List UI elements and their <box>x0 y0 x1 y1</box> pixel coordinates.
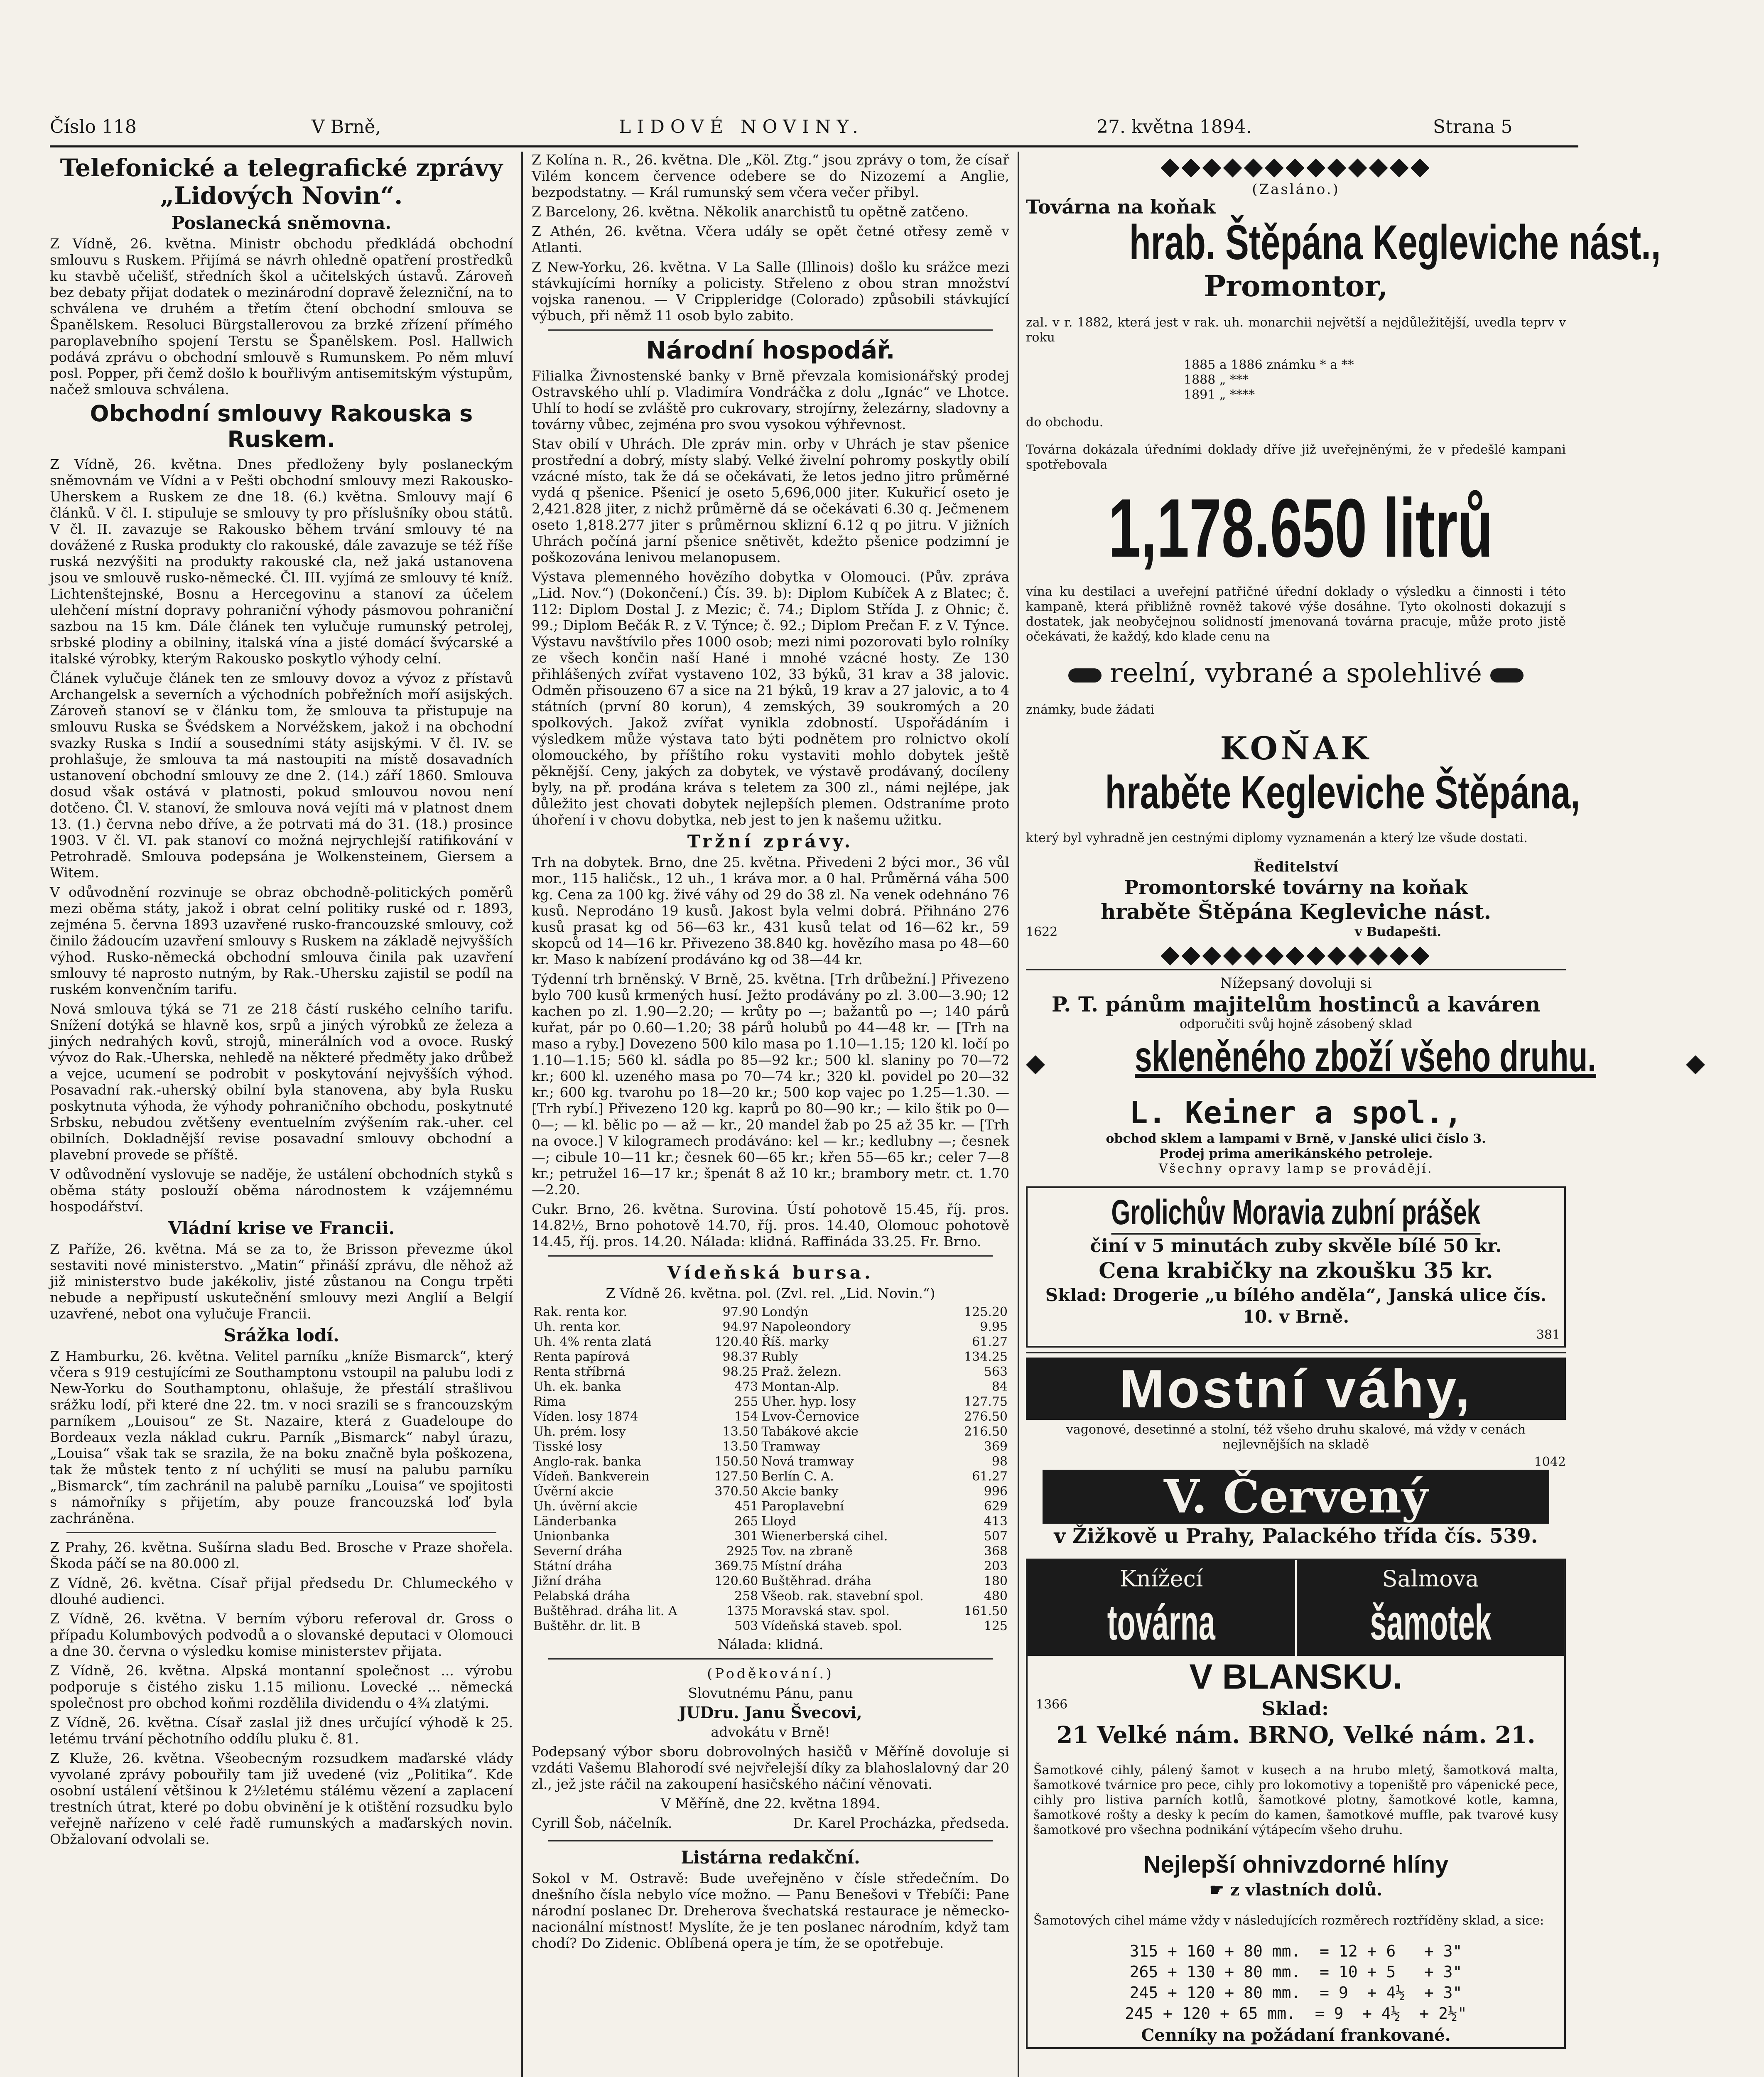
rate-label: Nová tramway <box>761 1454 854 1469</box>
article-paragraph: Z Paříže, 26. května. Má se za to, že Brisson převezme úkol sestaviti nové ministerstvo. „Matin“ přináší zprávu, dle něhož až již ministerstvo bude jakékoliv, jisté zůstanou na Congu trpěti nebude a nepřipustí uskutečnění smlouvy mezi Anglií a Belgií uzavřené, nebot ona vylučuje Francii. <box>50 1240 513 1322</box>
heading-smlouvy: Obchodní smlouvy Rakouska s Ruskem. <box>90 400 473 453</box>
ad-glass-company: L. Keiner a spol., <box>1129 1095 1462 1131</box>
diamond-icon: ◆ <box>1686 1048 1705 1078</box>
rate-label: Napoleondory <box>761 1319 851 1334</box>
rate-value: 180 <box>984 1574 1008 1588</box>
ad-konak-litres: 1,178.650 litrů <box>1108 482 1493 574</box>
rate-label: Lvov-Černovice <box>761 1409 859 1424</box>
ad-konak-text: vína ku destilaci a uveřejní patřičné úřední doklady o výsledku a činnosti i této kampaně, která přibližně rovněž takové výše dosáhne. Tyto okolnosti dokazují s dostatek, jak neobyčejnou solidností jmenovaná továrna pracuje, může proto jistě očekávati, že každý, kdo klade cenu na <box>1026 584 1566 644</box>
rate-label: Jižní dráha <box>533 1574 602 1588</box>
separator <box>548 1255 993 1257</box>
news-brief: Z Vídně, 26. května. Alpská montanní společnost ... výrobu podporuje s čistého zisku 1.15 milionu. Lovecké ... německá společnost pro obchod koňmi rozdělila dividendu o 4¾ zlatými. <box>50 1662 513 1711</box>
rate-label: Uh. prém. losy <box>533 1424 626 1439</box>
rate-row <box>532 1559 1009 1574</box>
rate-row <box>532 1514 1009 1529</box>
rate-row <box>532 1499 1009 1514</box>
ad-konak-text: zal. v r. 1882, která jest v rak. uh. monarchii největší a nejdůležitější, uvedla teprv v roku <box>1026 315 1566 345</box>
rate-value: 120.40 <box>714 1334 758 1349</box>
rate-value: 996 <box>984 1484 1008 1499</box>
rate-label: Místní dráha <box>761 1559 843 1574</box>
rate-value: 134.25 <box>964 1349 1008 1364</box>
rate-value: 451 <box>734 1499 758 1514</box>
rate-row <box>532 1350 1009 1365</box>
rate-label: Renta stříbrná <box>533 1364 626 1379</box>
rate-value: 480 <box>984 1588 1008 1603</box>
rate-value: 258 <box>734 1588 758 1603</box>
rate-label: Tabákové akcie <box>761 1424 859 1439</box>
rate-label: Uh. renta kor. <box>533 1319 621 1334</box>
ad-konak-years <box>1026 358 1566 403</box>
rate-value: 265 <box>734 1514 758 1529</box>
rate-value: 13.50 <box>722 1424 758 1439</box>
ad-scales-text: vagonové, desetinné a stolní, též všeho druhu skalové, má vždy v cenách nejlevnějších na skladě <box>1066 1422 1526 1452</box>
article-paragraph: Výstava plemenného hovězího dobytka v Olomouci. (Pův. zpráva „Lid. Nov.“) (Dokončení.) Čís. 39. b): Diplom Kubíček A z Blatec; č. 112: Diplom Dostal J. z Mezic; č. 74.; Diplom Střída J. z Ohnic; č. 99.; Diplom Bečák R. z V. Týnce; č. 92.; Diplom Prečan F. z V. Týnce. Výstavu navštívilo přes 1000 osob; mezi nimi pozorovati bylo rolníky ze všech končin naší Hané i mnohé vzácné hosty. Ze 130 přihlášených zvířat vystaveno 102, 33 býků, 31 krav a 38 jalovic. Odměn přisouzeno 67 a sice na 21 býků, 19 krav a 27 jalovic, a to 4 státních (první 80 korun), 4 zemských, 39 soukromých a 20 spolkových. Jakož zvířat vynikla zdobností. Uspořádáním i výsledkem může výstava tato býti podnětem pro rolnictvo okolí olomouckého, by příštího roku vystaviti mohlo dobytek ještě pěknější. Ceny, jakých za dobytek, ve výstavě prodávaný, docíleny byly, na př. prodána kráva s teletem za 300 zl., námi nejlépe, jak důležito jest chovati dobytek nejlepších plemen. Odstraníme proto úhoření i v chovu dobytka, neb jest to jen k našemu užitku. <box>532 568 1009 828</box>
news-brief: Z Kluže, 26. května. Všeobecným rozsudkem maďarské vlády vyvolané zprávy pobouřily tam již uvedené (viz „Politika“. Kde osobní ustálení většinou k 2½letému stálému vězení a zaplacení trestních útrat, které po dobu obvinění je k otištění rozsudku bylo veřejně nařízeno v celé řadě rumunských a maďarských novin. Obžalovaní odvolali se. <box>50 1750 513 1847</box>
article-paragraph: V odůvodnění vyslovuje se naděje, že ustálení obchodních styků s oběma státy poslouží oběma národnostem k vzájemnému hospodářství. <box>50 1166 513 1215</box>
rate-value: 369.75 <box>714 1559 758 1574</box>
rate-value: 629 <box>984 1499 1008 1514</box>
column-3-ads <box>1026 152 1705 2077</box>
news-brief: Z Vídně, 26. května. Císař zaslal již dnes určující výhodě k 25. letému trvání pěchotního oddílu pluku č. 81. <box>50 1714 513 1747</box>
rate-value: 98.25 <box>722 1364 758 1379</box>
rate-row <box>532 1454 1009 1469</box>
news-brief: Z Kolína n. R., 26. května. Dle „Köl. Ztg.“ jsou zprávy o tom, že císař Vilém koncem července odebere se do Nizozemí a Anglie, bezpodstatny. — Král rumunský sem včera večer přibyl. <box>532 152 1009 200</box>
rate-value: 94.97 <box>722 1319 758 1334</box>
ad-samotky-cennik: Cenníky na požádaní frankované. <box>1141 2025 1451 2045</box>
rate-label: Buštěhrad. dráha lit. A <box>533 1603 677 1618</box>
rate-value: 2925 <box>726 1544 758 1559</box>
ad-samotky-hliny: Nejlepší ohnivzdorné hlíny <box>1143 1851 1449 1878</box>
article-paragraph: Sokol v M. Ostravě: Bude uveřejněno v čísle středečním. Do dnešního čísla nebylo více možno. — Panu Benešovi v Třebíči: Pane národní poslanec Dr. Dreherova švechatská restaurace je německo-nacionální místnost! Myslíte, že je ten poslanec národním, když tam chodí? Do Zidenic. Oblíbená opera je tím, že se opotřebuje. <box>532 1870 1009 1951</box>
rate-label: Pelabská dráha <box>533 1588 630 1603</box>
ad-konak-text: Továrna dokázala úředními doklady dříve již uveřejněnými, že v předešlé kampani spotřebovala <box>1026 442 1566 472</box>
bursa-mood: Nálada: klidná. <box>717 1636 824 1652</box>
rate-label: Berlín C. A. <box>761 1469 834 1484</box>
ad-glass-pt: P. T. pánům majitelům hostinců a kaváren <box>1051 992 1541 1016</box>
rate-row <box>532 1305 1009 1320</box>
rate-label: Akcie banky <box>761 1484 839 1499</box>
rate-value: 150.50 <box>714 1454 758 1469</box>
heading-poslanecka: Poslanecká sněmovna. <box>171 213 392 233</box>
news-brief: Z Vídně, 26. května. Císař přijal předsedu Dr. Chlumeckého v dlouhé audienci. <box>50 1574 513 1607</box>
rate-label: Rubly <box>761 1349 798 1364</box>
rate-label: Praž. železn. <box>761 1364 842 1379</box>
issue-number: Číslo 118 <box>50 116 137 137</box>
ad-samotky <box>1026 1559 1566 2049</box>
thanks-text: Slovutnému Pánu, panu <box>688 1684 853 1701</box>
rate-value: 216.50 <box>964 1424 1008 1439</box>
rate-value: 127.50 <box>714 1469 758 1484</box>
news-brief: Z Prahy, 26. května. Sušírna sladu Bed. Brosche v Praze shořela. Škoda páčí se na 80.000 zl. <box>50 1539 513 1571</box>
rate-label: Lloyd <box>761 1514 797 1529</box>
rate-value: 84 <box>991 1379 1008 1394</box>
ad-toothpowder-text: činí v 5 minutách zuby skvěle bílé 50 kr. <box>1090 1235 1502 1257</box>
rate-value: 368 <box>984 1544 1008 1559</box>
column-rule-2 <box>1018 152 1019 2077</box>
ad-toothpowder-number: 381 <box>1536 1328 1560 1342</box>
ad-konak-promontor: Promontorské továrny na koňak <box>1124 876 1468 899</box>
ad-samotky-l2: továrna <box>1107 1595 1216 1650</box>
news-brief: Z New-Yorku, 26. května. V La Salle (Illinois) došlo ku srážce mezi stávkujícími horníky a policisty. Střeleno z obou stran množství vojska ranenou. — V Crippleridge (Colorado) způsobili stávkující výbuch, při němž 11 osob bylo zabito. <box>532 259 1009 324</box>
rate-label: Tisské losy <box>533 1439 602 1454</box>
ad-glass <box>1026 969 1705 1182</box>
ad-glass-text: obchod sklem a lampami v Brně, v Janské ulici číslo 3. <box>1106 1132 1486 1146</box>
rate-value: 301 <box>734 1529 758 1544</box>
diamond-border: ◆◆◆◆◆◆◆◆◆◆◆◆◆ <box>1160 152 1431 181</box>
ad-toothpowder <box>1026 1186 1566 1348</box>
rate-label: Úvěrní akcie <box>533 1484 613 1499</box>
article-paragraph: Stav obilí v Uhrách. Dle zpráv min. orby v Uhrách je stav pšenice prostřední a dobrý, místy slabý. Velké živelní pohromy poskytly obilí vzácné místo, tak že dá se očekávati, že letos jedno jitro průměrné vydá q pšenice. Pšenicí je oseto 5,696,000 jiter. Kukuřicí oseto je 2,421.828 jiter, z nichž průměrně dá se očekávati 6.30 q. Ječmenem oseto 1,818.277 jiter s průměrnou sklizní 6.12 q po jitru. V jižních Uhrách počíná jarní pšenice snětivět, kdežto pšenice podzimní je poškozována lenivou melanopusem. <box>532 435 1009 565</box>
zaslano: (Zasláno.) <box>1252 181 1340 198</box>
rate-value: 255 <box>734 1394 758 1409</box>
ad-konak-title-wrap <box>1026 215 1661 270</box>
ad-samotky-r2: šamotek <box>1369 1595 1492 1650</box>
rate-row <box>532 1544 1009 1559</box>
ad-samotky-banner <box>1028 1560 1564 1656</box>
ad-samotky-dolu: z vlastních dolů. <box>1230 1880 1383 1900</box>
ad-litres-wrap <box>1026 482 1566 574</box>
rate-label: Londýn <box>761 1304 809 1319</box>
rate-label: Moravská stav. spol. <box>761 1603 890 1618</box>
rate-label: Rima <box>533 1394 566 1409</box>
ad-konak-text: do obchodu. <box>1026 415 1104 430</box>
ad-toothpowder-price: Cena krabičky na zkoušku 35 kr. <box>1099 1258 1493 1284</box>
separator <box>548 1658 993 1660</box>
heading-hospodar: Národní hospodář. <box>646 336 895 364</box>
ad-glass-text: odporučiti svůj hojně zásobený sklad <box>1180 1017 1412 1031</box>
bursa-head: Z Vídně 26. května. pol. (Zvl. rel. „Lid. Novin.“) <box>606 1285 935 1301</box>
ad-konak-place: Promontor, <box>1204 269 1388 303</box>
ad-samotky-l1: Knížecí <box>1119 1566 1203 1592</box>
ad-samotky-right <box>1295 1560 1564 1656</box>
article-paragraph: Z Hamburku, 26. května. Velitel parníku „kníže Bismarck“, který včera s 919 cestujícími ze Southamptonu vstoupil na palubu lodi z New-Yorku do Southamptonu, ohlašuje, že přestálí strašlivou srážku lodí, při které dne 22. tm. v noci srazili se s francouzským parníkem „Louisou“ ze St. Nazaire, která z Guadeloupe do Bordeaux vezla náklad cukru. Parník „Bismarck“ nabyl úrazu, „Louisa“ však tak se srazila, že na boku značně byla poškozena, tak že můstek tento z ní uchýliti se musí na palubu parníku „Bismarck“, tím zachránil na palubě parníku „Louisa“ ve spojitosti s námořníky s přijetím, aby pouze francouzská loď byla zachráněna. <box>50 1348 513 1526</box>
ad-samotky-number: 1366 <box>1036 1697 1068 1712</box>
ad-samotky-row <box>1028 1697 1564 1720</box>
rate-row <box>532 1394 1009 1409</box>
rate-value: 120.60 <box>714 1574 758 1588</box>
thanks-heading: (Poděkování.) <box>707 1665 834 1682</box>
ad-glass-text: Nížepsaný dovoluji si <box>1220 975 1372 992</box>
article-paragraph: Z Vídně, 26. května. Ministr obchodu předkládá obchodní smlouvu s Ruskem. Přijímá se návrh ohledně opatření prostředků ku stavbě učelišť, středních škol a učitelských ústavů. Zároveň bez debaty přijat dodatek o mezinárodní dopravě železniční, na to schválena ve druhém a třetím čtení obchodní smlouva se Španělskem. Resoluci Bürgstallerovou za brzké zřízení přímého paroplavebního spojení Terstu se Španělskem. Posl. Hallwich podává zprávu o obchodní smlouvě s Rumunskem. Po něm mluví posl. Popper, při čemž došlo k bouřlivým antisemitským výstupům, načež smlouva schválena. <box>50 236 513 398</box>
ad-konak-year-2: 1888 „ *** <box>1184 373 1249 387</box>
column-rule-1 <box>521 152 523 2077</box>
article-paragraph: Z Vídně, 26. května. Dnes předloženy byly poslaneckým sněmovnám ve Vídni a v Pešti obchodní smlouvy mezi Rakousko-Uherskem a Ruskem ze dne 18. (6.) května. Smlouvy mají 6 článků. V čl. I. stipuluje se smlouvy ty pro příslušníky obou států. V čl. II. zavazuje se Rakousko během trvání smlouvy té na dovážené z Ruska produkty clo rakouské, dále zavazuje se též říše ruská nezvýšiti na produkty rakouské cla, než jaká ustanovena jsou ve smlouvě rusko-německé. Čl. III. vyjímá ze smlouvy té kníž. Lichtenštejnské, Bosnu a Hercegovinu a stanoví za účelem ulehčení místní dopravy pohraniční výhody pásmovou pohraniční sazbou na 15 km. Dále článek ten vylučuje rumunský petrolej, srbské plodiny a obilniny, italská vína a jisté domácí švýcarské a italské výrobky, kterým Rakousko poskytlo výhody celní. <box>50 456 513 667</box>
rate-value: 97.90 <box>722 1304 758 1319</box>
separator <box>66 1532 496 1533</box>
newspaper-title: LIDOVÉ NOVINY. <box>619 116 864 137</box>
ad-samotky-size-3: 245 + 120 + 80 mm. = 9 + 4½ + 3" <box>1129 1984 1462 2002</box>
rate-value: 1375 <box>726 1603 758 1618</box>
heading-trzni: Tržní zprávy. <box>687 831 854 852</box>
rate-value: 98.37 <box>722 1349 758 1364</box>
ad-samotky-size-4: 245 + 120 + 65 mm. = 9 + 4½ + 2½" <box>1125 2004 1467 2023</box>
rate-value: 369 <box>984 1439 1008 1454</box>
ad-samotky-dolu-wrap <box>1028 1879 1564 1901</box>
rate-label: Vídeňská staveb. spol. <box>761 1618 903 1633</box>
ad-konak-year-1: 1885 a 1886 známku * a ** <box>1184 358 1354 372</box>
rate-label: Buštěhr. dr. lit. B <box>533 1618 640 1633</box>
issue-date: 27. května 1894. <box>1097 116 1252 137</box>
rate-value: 413 <box>984 1514 1008 1529</box>
ad-konak-reditelstvi: Ředitelství <box>1253 859 1339 875</box>
rate-row <box>532 1365 1009 1380</box>
rate-label: Víden. losy 1874 <box>533 1409 638 1424</box>
separator <box>548 329 993 331</box>
rate-label: Uh. 4% renta zlatá <box>533 1334 652 1349</box>
ad-samotky-size-1: 315 + 160 + 80 mm. = 12 + 6 + 3" <box>1129 1942 1462 1960</box>
thanks-place: V Měříně, dne 22. května 1894. <box>660 1795 881 1812</box>
ad-samotky-text: Šamotových cihel máme vždy v následujících rozměrech roztříděny sklad, a sice: <box>1033 1913 1544 1928</box>
ad-glass-title-wrap <box>1026 1032 1705 1094</box>
heading-bursa: Vídeňská bursa. <box>667 1262 874 1283</box>
rate-value: 276.50 <box>964 1409 1008 1424</box>
ad-toothpowder-title: Grolichův Moravia zubní prášek <box>1111 1191 1481 1235</box>
thanks-text: Podepsaný výbor sboru dobrovolných hasičů v Měříně dovoluje si vzdáti Vašemu Blahorodí své nejvřelejší díky za blahoslalovný dar 20 zl., jež jste ráčil na zakoupení hasičského náčiní věnovati. <box>532 1743 1009 1792</box>
thanks-name: JUDru. Janu Švecovi, <box>679 1703 862 1722</box>
ad-konak-title: hrab. Štěpána Kegleviche nást., <box>1129 215 1661 270</box>
ad-konak-city: v Budapešti. <box>1354 925 1441 939</box>
rate-value: 563 <box>984 1364 1008 1379</box>
ad-konak-real <box>1026 657 1566 690</box>
thanks-signatures <box>532 1815 1009 1834</box>
ad-toothpowder-sklad: Sklad: Drogerie „u bílého anděla“, Janská ulice čís. 10. v Brně. <box>1045 1285 1547 1327</box>
column-1 <box>50 152 513 2077</box>
ad-glass-text: Všechny opravy lamp se provádějí. <box>1158 1161 1433 1176</box>
rate-label: Montan-Alp. <box>761 1379 839 1394</box>
column-2 <box>532 152 1009 2077</box>
rate-value: 127.75 <box>964 1394 1008 1409</box>
pointing-hand-icon: ☛ <box>1209 1880 1230 1900</box>
article-paragraph: Článek vylučuje článek ten ze smlouvy dovoz a vývoz z přístavů Archangelsk a severních a východních pobřežních moří asijských. Zároveň stanoví se v článku tom, že smlouva ta přistupuje na smlouvu Ruska se Švédskem a Norvéžskem, jakož i na obchodní svazky Ruska s Indií a sousedními státy asijskými. V čl. IV. se prohlašuje, že smlouva ta má nastoupiti na místě dosavadních ustanovení obchodní smlouvy ze dne 2. (14.) září 1860. Smlouva dosud však ostává v platnosti, pokud smlouvou novou není dotčeno. Čl. V. stanoví, že smlouva nová vejíti má v platnost dnem 13. (1.) června nebo dříve, a že potrvati má do 31. (18.) prosince 1903. V čl. VI. pak stanoví co možná nejrychlejší ratifikování v Petrohradě. Smlouva podepsána je Wolkensteinem, Giersem a Witem. <box>50 670 513 881</box>
rate-row <box>532 1589 1009 1604</box>
signature-left: Cyrill Šob, náčelník. <box>532 1814 672 1831</box>
ad-konak-hrabete: hraběte Kegleviche Štěpána, <box>1105 766 1580 818</box>
ad-hrabete-wrap <box>1026 766 1580 818</box>
ad-scales-title: Mostní váhy, <box>1026 1358 1566 1420</box>
ad-konak-text: který byl vyhradně jen cestnými diplomy vyznamenán a který lze všude dostati. <box>1026 831 1528 845</box>
rate-label: Uh. úvěrní akcie <box>533 1499 638 1514</box>
ad-konak-hrabete2: hraběte Štěpána Kegleviche nást. <box>1100 899 1492 924</box>
signature-right: Dr. Karel Procházka, předseda. <box>793 1814 1009 1831</box>
rate-value: 203 <box>984 1559 1008 1574</box>
exchange-rates-table <box>532 1305 1009 1634</box>
article-paragraph: V odůvodnění rozvinuje se obraz obchodně-politických poměrů mezi oběma státy, jakož i obrat celní politiky ruské od r. 1893, zejména 5. června 1893 uzavřené rusko-francouzské smlouvy, což činilo žádoucím uzavření smlouvy s Ruskem na základě nejvyšších výhod. Rusko-německá obchodní smlouva činila pak uzavření smlouvy té naprosto nutným, by Rak.-Uhersku zajistil se podíl na ruském konvenčním tarifu. <box>50 884 513 997</box>
rate-label: Renta papírová <box>533 1349 630 1364</box>
ad-konak-word: KOŇAK <box>1220 730 1372 767</box>
rate-label: Uh. ek. banka <box>533 1379 621 1394</box>
rate-label: Říš. marky <box>761 1334 829 1349</box>
rate-value: 154 <box>734 1409 758 1424</box>
rate-value: 98 <box>991 1454 1008 1469</box>
rate-value: 125.20 <box>964 1304 1008 1319</box>
rate-row <box>532 1529 1009 1544</box>
city: V Brně, <box>312 116 381 137</box>
ad-scales <box>1026 1352 1566 1554</box>
heading-krise: Vládní krise ve Francii. <box>168 1218 395 1238</box>
rate-label: Uher. hyp. losy <box>761 1394 856 1409</box>
heading-listarna: Listárna redakční. <box>681 1847 860 1868</box>
pill-ornament-icon <box>1068 668 1102 683</box>
diamond-border: ◆◆◆◆◆◆◆◆◆◆◆◆◆ <box>1160 940 1431 969</box>
rate-label: Rak. renta kor. <box>533 1304 628 1319</box>
rate-label: Severní dráha <box>533 1544 623 1559</box>
diamond-icon: ◆ <box>1026 1048 1045 1078</box>
rate-value: 9.95 <box>980 1319 1008 1334</box>
rate-value: 13.50 <box>722 1439 758 1454</box>
article-paragraph: Cukr. Brno, 26. května. Surovina. Ústí pohotově 15.45, říj. pros. 14.82½, Brno pohotově 14.70, říj. pros. 14.40, Olomouc pohotově 14.45, říj. pros. 14.20. Nálada: klidná. Raffináda 33.25. Fr. Brno. <box>532 1201 1009 1250</box>
ad-glass-title: skleněného zboží všeho druhu. <box>1135 1033 1597 1081</box>
rate-row <box>532 1335 1009 1350</box>
article-paragraph: Nová smlouva týká se 71 ze 218 částí ruského celního tarifu. Snížení dotýká se hlavně kos, srpů a jiných výrobků ze železa a jiných nedrahých kovů, strojů, minerálních vod a ovoce. Ruský vývoz do Rak.-Uherska, nehledě na některé předměty jako drůbež a vejce, ucumení se podrobit v poskytování nejvyšších výhod. Posavadní rak.-uherský obilní byla stanovena, aby byla Rusku poskytnuta výhoda, že výhody pohraničního obchodu, poskytnuté Srbsku, nebudou zvětšeny eventuelním zvýšením rak.-uher. cel obilních. Dokladnější revise posavadní smlouvy obchodní a plavební provede se příště. <box>50 1000 513 1163</box>
ad-samotky-text: Šamotkové cihly, pálený šamot v kusech a na hrubo mletý, šamotková malta, šamotkové tvárnice pro pece, cihly pro lokomotivy a topeniště pro vápenické pece, cihly pro listiva parních kotlů, šamotkové plotny, šamotkové kotle, kamna, šamotkové rošty a desky k pecím do kamen, šamotkové muffle, pak tvarové kusy šamotkové pro všechna podnikání výtápecím všeho druhu. <box>1033 1763 1558 1837</box>
rate-value: 503 <box>734 1618 758 1633</box>
article-paragraph: Týdenní trh brněnský. V Brně, 25. května. [Trh drůbežní.] Přivezeno bylo 700 kusů krmených husí. Ježto prodávány po zl. 3.00—3.90; 12 kachen po zl. 1.90—2.20; — krůty po —; bažantů po —; 140 párů kuřat, pár po 0.60—1.20; 38 párů holubů po 44—48 kr. — [Trh na maso a ryby.] Dovezeno 500 kilo masa po 1.10—1.15; 120 kl. ločí po 1.10—1.15; 560 kl. sádla po 85—92 kr.; 500 kl. slaniny po 70—72 kr.; 600 kl. uzeného masa po 70—74 kr.; 320 kl. povidel po 20—32 kr.; 600 kg. tvarohu po 18—20 kr.; 500 kop vajec po 1.25—1.30. — [Trh rybí.] Přivezeno 120 kg. kaprů po 80—90 kr.; — kilo štik po 0—0—; — kl. bělic po — až — kr., 20 mandel žab po 25 až 35 kr. — [Trh na ovoce.] V kilogramech prodáváno: kel — kr.; kedlubny —; česnek —; cibule 10—11 kr.; česnek 60—65 kr.; křen 55—65 kr.; celer 7—8 kr.; petružel 16—17 kr.; špenát 8 až 10 kr.; brambory metr. ct. 1.70—2.20. <box>532 970 1009 1198</box>
ad-konak-text: známky, bude žádati <box>1026 702 1155 717</box>
header-rule <box>50 145 1578 147</box>
rate-row <box>532 1424 1009 1439</box>
rate-row <box>532 1409 1009 1424</box>
ad-konak-number: 1622 <box>1026 925 1058 939</box>
ad-samotky-sklad: Sklad: <box>1261 1697 1329 1720</box>
ad-samotky-size-2: 265 + 130 + 80 mm. = 10 + 5 + 3" <box>1129 1963 1462 1981</box>
ad-samotky-left <box>1028 1560 1295 1656</box>
ad-konak-year-3: 1891 „ **** <box>1184 388 1255 402</box>
page-header <box>0 116 1616 141</box>
thanks-role: advokátu v Brně! <box>711 1723 830 1740</box>
rate-row <box>532 1439 1009 1454</box>
ad-konak-footer <box>1026 925 1566 940</box>
rate-value: 473 <box>734 1379 758 1394</box>
rate-row <box>532 1484 1009 1499</box>
separator <box>548 1840 993 1841</box>
rate-label: Tramway <box>761 1439 820 1454</box>
article-paragraph: Filialka Živnostenské banky v Brně převzala komisionářský prodej Ostravského uhlí p. Vladimíra Vondráčka z dolu „Ignác“ ve Lhotce. Uhlí to hodí se zvláště pro cukrovary, strojírny, železárny, sladovny a továrny vůbec, zejména pro svou vysokou výhřevnost. <box>532 367 1009 432</box>
ad-samotky-r1: Salmova <box>1382 1566 1479 1592</box>
rate-row <box>532 1619 1009 1634</box>
rate-value: 370.50 <box>714 1484 758 1499</box>
rate-value: 125 <box>984 1618 1008 1633</box>
ad-samotky-address: 21 Velké nám. BRNO, Velké nám. 21. <box>1056 1721 1536 1749</box>
rate-row <box>532 1574 1009 1589</box>
rate-label: Všeob. rak. stavební spol. <box>761 1588 924 1603</box>
rate-value: 61.27 <box>972 1334 1008 1349</box>
rate-label: Buštěhrad. dráha <box>761 1574 872 1588</box>
heading-telegraf: Telefonické a telegrafické zprávy „Lidových Novin“. <box>60 154 503 210</box>
rate-label: Státní dráha <box>533 1559 612 1574</box>
ad-konak-real-text: reelní, vybrané a spolehlivé <box>1109 658 1482 689</box>
news-brief: Z Athén, 26. května. Včera udály se opět četné otřesy země v Atlanti. <box>532 223 1009 255</box>
page-number: Strana 5 <box>1433 116 1513 137</box>
heading-srazka: Srážka lodí. <box>223 1325 339 1345</box>
news-brief: Z Barcelony, 26. května. Několik anarchistů tu opětně zatčeno. <box>532 204 969 220</box>
rate-label: Wienerberská cihel. <box>761 1529 888 1544</box>
ad-samotky-place: V BLANSKU. <box>1189 1657 1403 1696</box>
rate-label: Länderbanka <box>533 1514 617 1529</box>
rate-label: Vídeň. Bankverein <box>533 1469 650 1484</box>
rate-row <box>532 1380 1009 1394</box>
ad-scales-number: 1042 <box>1534 1455 1566 1469</box>
ad-konak-line1: Továrna na koňak <box>1026 196 1216 218</box>
ad-scales-company: V. Červený <box>1043 1470 1549 1524</box>
news-brief: Z Vídně, 26. května. V berním výboru referoval dr. Gross o případu Kolumbových podvodů a o slovanské deputaci v Olomouci a dne 30. června o výsledku komise ministerstev přijata. <box>50 1610 513 1659</box>
article-paragraph: Trh na dobytek. Brno, dne 25. května. Přivedeni 2 býci mor., 36 vůl mor., 115 haličsk., 12 uh., 1 kráva mor. a 0 hal. Průměrná váha 500 kg. Cena za 100 kg. živé váhy od 29 do 38 zl. Na venek odehnáno 76 kusů. Neprodáno 19 kusů. Jakost byla velmi dobrá. Přihnáno 276 kusů prasat kg od 56—63 kr., 431 kusů telat od 16—62 kr., 59 skopců od 14—16 kr. Přivezeno 38.840 kg. hovězího masa po 48—60 kr. Maso k nabízení prodáváno kg od 38—44 kr. <box>532 854 1009 967</box>
rate-label: Paroplavební <box>761 1499 844 1514</box>
pill-ornament-icon <box>1490 668 1524 683</box>
ad-glass-text: Prodej prima amerikánského petroleje. <box>1159 1147 1433 1161</box>
rate-value: 507 <box>984 1529 1008 1544</box>
rate-row <box>532 1604 1009 1619</box>
ad-scales-address: v Žižkově u Prahy, Palackého třída čís. 539. <box>1054 1525 1538 1548</box>
rate-value: 61.27 <box>972 1469 1008 1484</box>
rate-label: Unionbanka <box>533 1529 610 1544</box>
rate-row <box>532 1320 1009 1335</box>
rate-value: 161.50 <box>964 1603 1008 1618</box>
rate-row <box>532 1469 1009 1484</box>
rate-label: Tov. na zbraně <box>761 1544 853 1559</box>
rate-label: Anglo-rak. banka <box>533 1454 641 1469</box>
